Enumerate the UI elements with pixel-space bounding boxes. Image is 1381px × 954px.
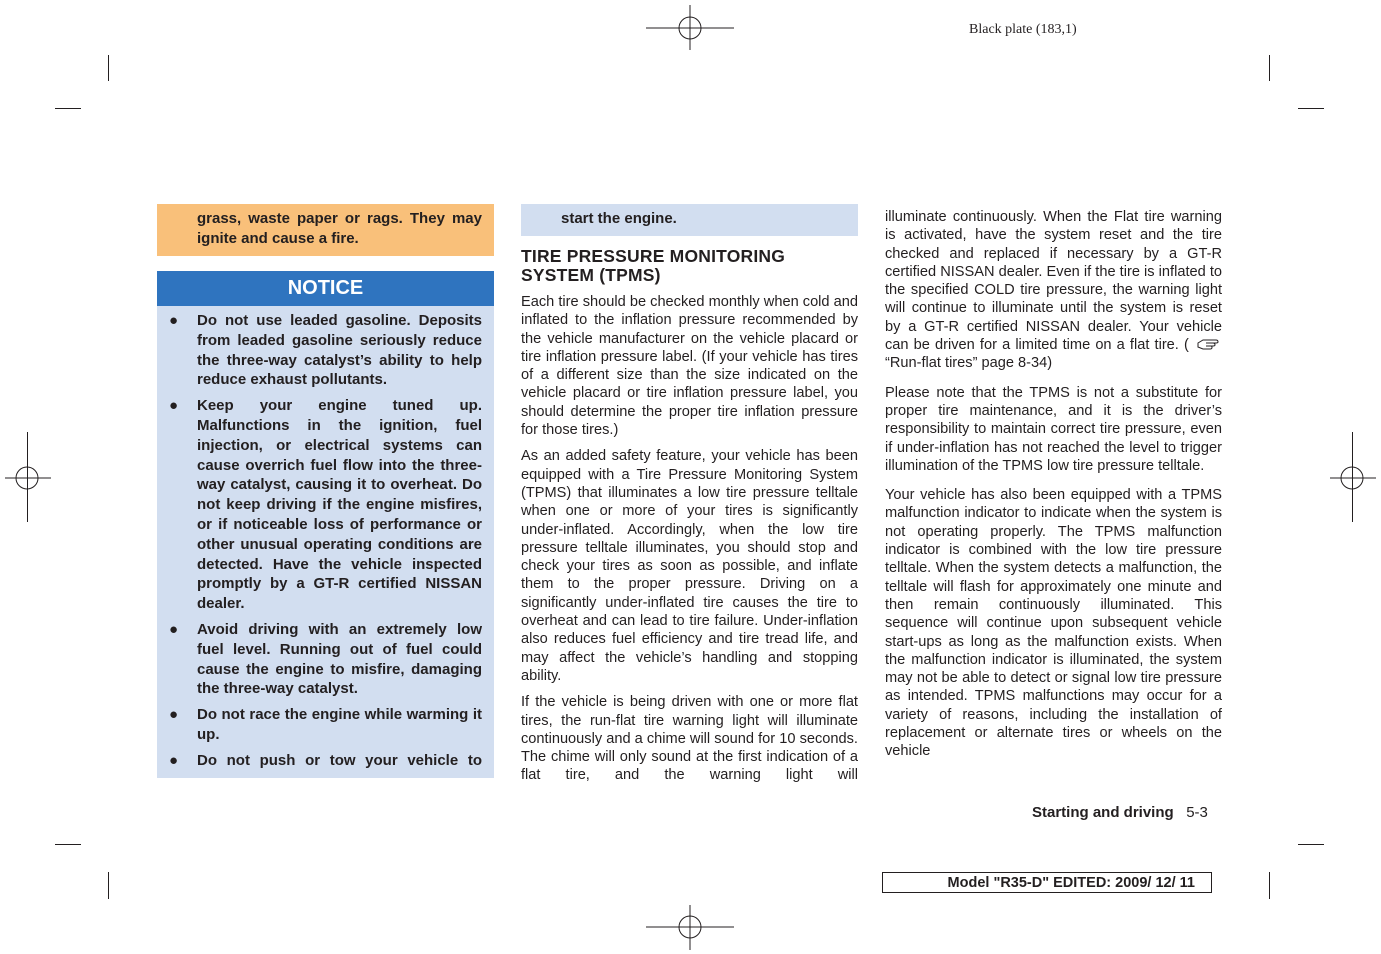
notice-item (169, 751, 482, 771)
notice-item-text: Avoid driving with an extremely low fuel level. Running out of fuel could cause the engine to misfire, damaging the three-way catalyst. (197, 620, 482, 698)
registration-mark-right (1330, 458, 1376, 498)
registration-mark-top (646, 5, 736, 50)
bullet-icon: ● (169, 751, 179, 769)
notice-item-text: Keep your engine tuned up. Malfunctions in the ignition, fuel injection, or electrical systems can cause overrich fuel flow into the three-way catalyst, causing it to overheat. Do not keep driving if the engine misfires, or if noticeable loss of performance or other unusual operating conditions are detected. Have the vehicle inspected promptly by a GT-R certified NISSAN dealer. (197, 397, 482, 613)
registration-mark-bottom (646, 905, 736, 950)
model-edit-box: Model "R35-D" EDITED: 2009/ 12/ 11 (882, 872, 1212, 893)
bullet-icon: ● (169, 312, 179, 329)
warning-box: grass, waste paper or rags. They may ignite and cause a fire. (157, 204, 494, 256)
paragraph: Please note that the TPMS is not a substitute for proper tire maintenance, and it is the driver’s responsibility to maintain correct tire pressure, even if under-inflation has not reached the level to trigger illumination of the TPMS low tire pressure telltale. (885, 384, 1222, 474)
notice-header: NOTICE (157, 271, 494, 306)
notice-item (169, 705, 482, 745)
plate-label: Black plate (183,1) (969, 22, 1077, 37)
middle-column (521, 204, 858, 785)
paragraph: If the vehicle is being driven with one or more flat tires, the run-flat tire warning light will illuminate continuously and a chime will sound for 10 seconds. The chime will only sound at the first indication of a flat tire, and the warning light will (521, 694, 858, 784)
registration-mark-left (5, 458, 51, 498)
notice-body (157, 306, 494, 778)
paragraph (885, 208, 1222, 373)
paragraph: Your vehicle has also been equipped with a TPMS malfunction indicator to indicate when the system is not operating properly. The TPMS malfunction indicator is combined with the low tire pressure telltale. When the system detects a malfunction, the telltale will flash for approximately one minute and then remain continuously illuminated. This sequence will continue upon subsequent vehicle start-ups as long as the malfunction exists. When the malfunction indicator is illuminated, the system may not be able to detect or signal low tire pressure as intended. TPMS malfunctions may occur for a variety of reasons, including the installation of replacement or alternate tires or wheels on the vehicle (885, 487, 1222, 760)
notice-item-text: Do not push or tow your vehicle to (197, 751, 482, 769)
right-column (885, 208, 1222, 772)
paragraph: As an added safety feature, your vehicle has been equipped with a Tire Pressure Monitoring System (TPMS) that illuminates a low tire pressure telltale when one or more of your tires is significantly under-inflated. Accordingly, when the low tire pressure telltale illuminates, you should stop and check your tires as soon as possible, and inflate them to the proper pressure. Driving on a significantly under-inflated tire causes the tire to overheat and can lead to tire failure. Under-inflation also reduces fuel efficiency and tire tread life, and may affect the vehicle’s handling and stopping ability. (521, 448, 858, 684)
page-number: 5-3 (1186, 804, 1208, 821)
paragraph: Each tire should be checked monthly when cold and inflated to the inflation pressure recommended by the vehicle manufacturer on the vehicle placard or tire inflation pressure label. (If your vehicle has tires of a different size than the size indicated on the vehicle placard or tire inflation pressure label, you should determine the proper tire inflation pressure for those tires.) (521, 294, 858, 439)
notice-continuation-box: start the engine. (521, 204, 858, 236)
bullet-icon: ● (169, 706, 179, 724)
cross-reference[interactable]: “Run-flat tires” page 8-34) (885, 355, 1053, 372)
notice-item-text: Do not race the engine while warming it up. (197, 706, 482, 743)
section-heading: TIRE PRESSURE MONITORING SYSTEM (TPMS) (521, 246, 786, 285)
bullet-icon: ● (169, 620, 179, 638)
notice-item (169, 396, 482, 614)
notice-item (169, 620, 482, 699)
notice-item (169, 311, 482, 390)
notice-item-text: Do not use leaded gasoline. Deposits from leaded gasoline seriously reduce the three-way catalyst’s ability to help reduce exhaust pollutants. (197, 312, 482, 389)
bullet-icon: ● (169, 397, 179, 415)
paragraph-text: illuminate continuously. When the Flat tire warning is activated, have the system reset and the tire checked and replaced if necessary by a GT-R certified NISSAN dealer. Even if the tire is inflated to the specified COLD tire pressure, the warning light will continue to illuminate until the system is reset by a GT-R certified NISSAN dealer. Your vehicle can be driven for a limited time on a flat tire. ( (885, 209, 1222, 354)
page-footer (1032, 804, 1208, 821)
section-name: Starting and driving (1032, 804, 1174, 821)
left-column (157, 204, 494, 778)
pointing-hand-icon (1197, 337, 1219, 351)
